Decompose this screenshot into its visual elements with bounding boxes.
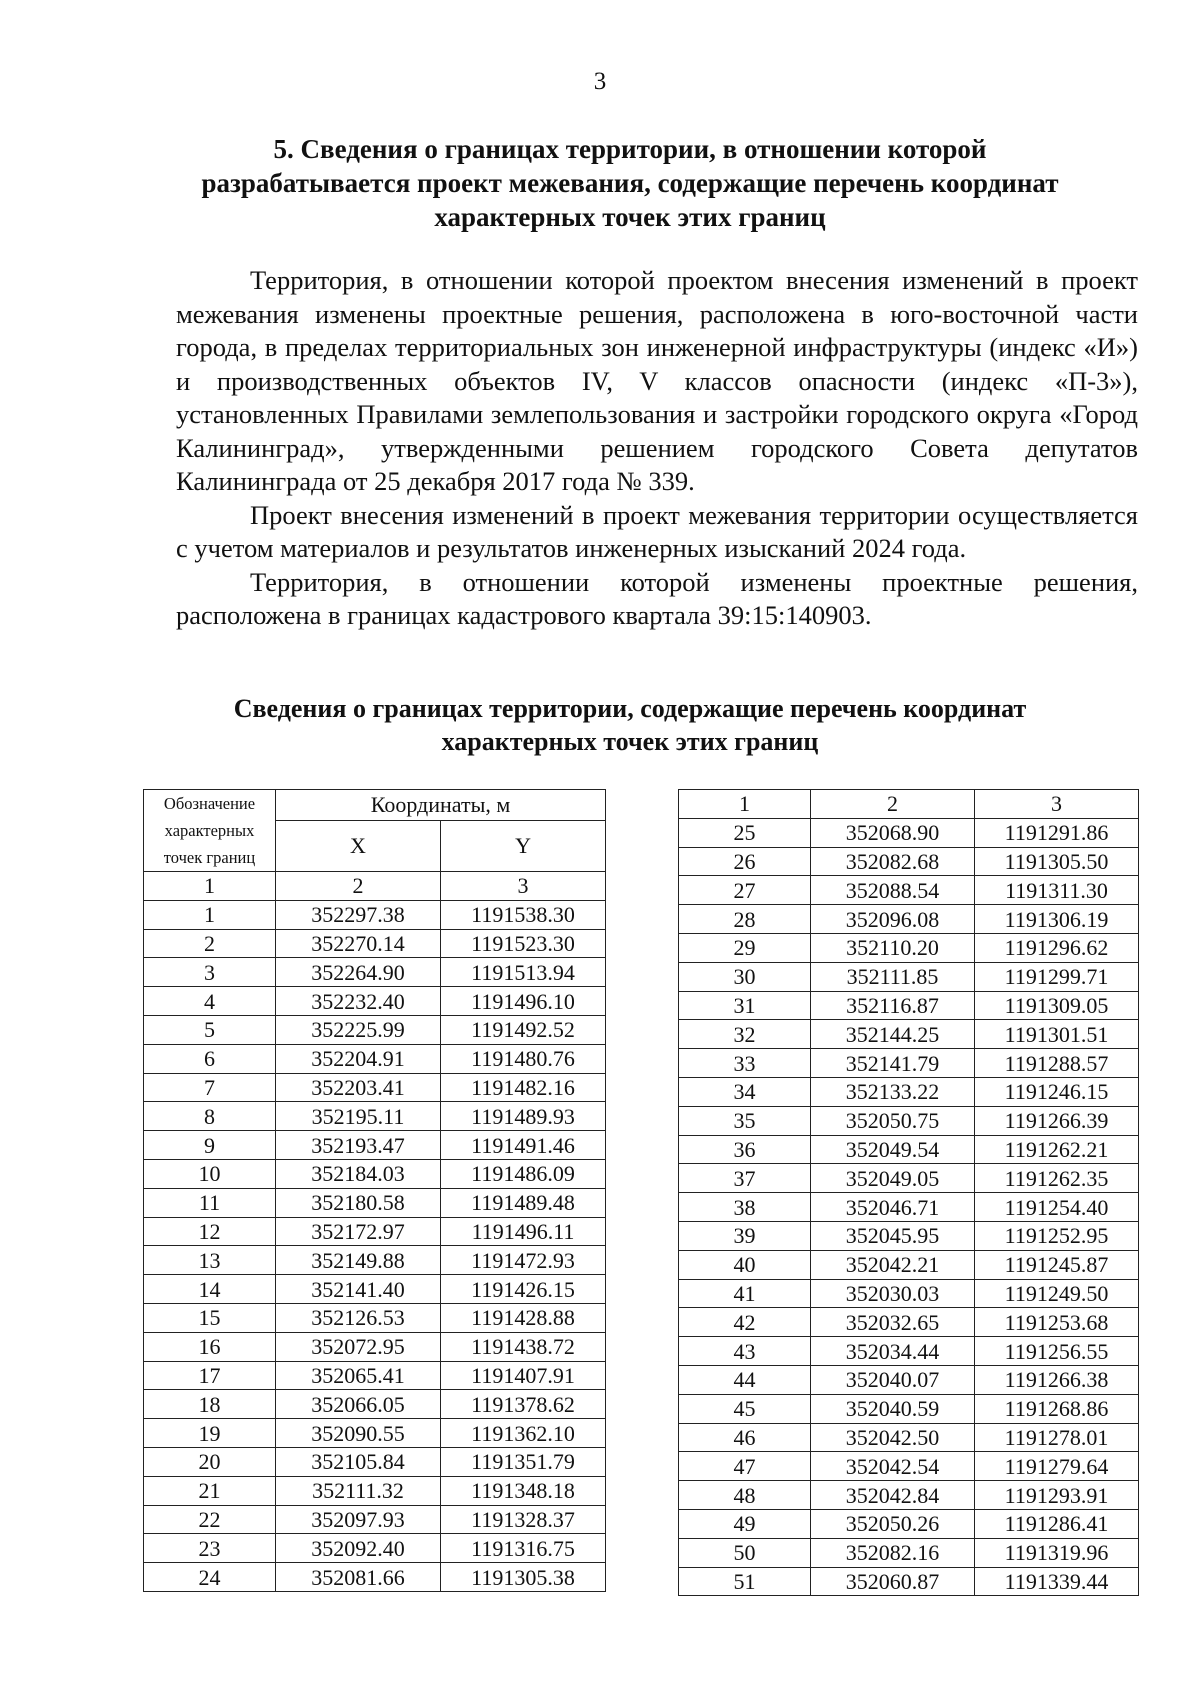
- y-coordinate-cell: 1191351.79: [441, 1447, 606, 1476]
- x-coordinate-cell: 352050.26: [811, 1509, 975, 1538]
- x-coordinate-cell: 352066.05: [276, 1390, 441, 1419]
- point-number-cell: 19: [144, 1419, 276, 1448]
- y-coordinate-cell: 1191523.30: [441, 929, 606, 958]
- table-row: [679, 962, 1139, 991]
- x-coordinate-cell: 352193.47: [276, 1131, 441, 1160]
- table-row: [144, 1015, 606, 1044]
- point-number-cell: 37: [679, 1164, 811, 1193]
- table-body-left: [144, 900, 606, 1591]
- table-row: [144, 958, 606, 987]
- y-coordinate-cell: 1191301.51: [975, 1020, 1139, 1049]
- x-coordinate-cell: 352092.40: [276, 1534, 441, 1563]
- y-coordinate-cell: 1191496.10: [441, 987, 606, 1016]
- table-row: [679, 1538, 1139, 1567]
- y-coordinate-cell: 1191306.19: [975, 905, 1139, 934]
- point-number-cell: 24: [144, 1563, 276, 1592]
- x-header: X: [276, 820, 441, 871]
- point-number-cell: 46: [679, 1423, 811, 1452]
- table-row: [144, 1188, 606, 1217]
- table-row: [144, 1246, 606, 1275]
- y-coordinate-cell: 1191496.11: [441, 1217, 606, 1246]
- y-coordinate-cell: 1191278.01: [975, 1423, 1139, 1452]
- y-coordinate-cell: 1191291.86: [975, 818, 1139, 847]
- x-coordinate-cell: 352149.88: [276, 1246, 441, 1275]
- point-number-cell: 26: [679, 847, 811, 876]
- coordinates-table-left: [143, 789, 606, 1592]
- y-coordinate-cell: 1191480.76: [441, 1044, 606, 1073]
- x-coordinate-cell: 352060.87: [811, 1567, 975, 1596]
- table-row: [144, 1390, 606, 1419]
- y-coordinate-cell: 1191339.44: [975, 1567, 1139, 1596]
- table-row: [144, 1419, 606, 1448]
- y-coordinate-cell: 1191489.48: [441, 1188, 606, 1217]
- table-row: [679, 847, 1139, 876]
- y-coordinate-cell: 1191262.21: [975, 1135, 1139, 1164]
- x-coordinate-cell: 352049.54: [811, 1135, 975, 1164]
- table-row: [144, 1505, 606, 1534]
- table-row: [144, 1131, 606, 1160]
- y-coordinate-cell: 1191296.62: [975, 933, 1139, 962]
- page-number: 3: [593, 68, 607, 95]
- x-coordinate-cell: 352082.16: [811, 1538, 975, 1567]
- x-coordinate-cell: 352111.85: [811, 962, 975, 991]
- point-number-cell: 50: [679, 1538, 811, 1567]
- y-coordinate-cell: 1191472.93: [441, 1246, 606, 1275]
- y-coordinate-cell: 1191428.88: [441, 1303, 606, 1332]
- y-coordinate-cell: 1191309.05: [975, 991, 1139, 1020]
- table-row: [144, 987, 606, 1016]
- table-row: [679, 905, 1139, 934]
- point-number-cell: 5: [144, 1015, 276, 1044]
- y-coordinate-cell: 1191286.41: [975, 1509, 1139, 1538]
- table-row: [144, 1044, 606, 1073]
- y-coordinate-cell: 1191266.38: [975, 1365, 1139, 1394]
- table-row: [679, 1077, 1139, 1106]
- section-title-line: разрабатывается проект межевания, содержащие перечень координат: [201, 168, 1059, 198]
- y-coordinate-cell: 1191246.15: [975, 1077, 1139, 1106]
- point-number-cell: 49: [679, 1509, 811, 1538]
- point-number-cell: 14: [144, 1275, 276, 1304]
- x-coordinate-cell: 352141.40: [276, 1275, 441, 1304]
- point-number-cell: 35: [679, 1106, 811, 1135]
- point-number-cell: 12: [144, 1217, 276, 1246]
- y-coordinate-cell: 1191316.75: [441, 1534, 606, 1563]
- y-coordinate-cell: 1191254.40: [975, 1193, 1139, 1222]
- point-number-cell: 2: [144, 929, 276, 958]
- table-row: [679, 1337, 1139, 1366]
- y-coordinate-cell: 1191279.64: [975, 1452, 1139, 1481]
- point-label-header: Обозначение характерных точек границ: [144, 790, 276, 872]
- x-coordinate-cell: 352126.53: [276, 1303, 441, 1332]
- column-number: 3: [975, 790, 1139, 819]
- x-coordinate-cell: 352046.71: [811, 1193, 975, 1222]
- y-header: Y: [441, 820, 606, 871]
- table-title-line: Сведения о границах территории, содержащие перечень координат: [233, 694, 1027, 723]
- paragraph: Проект внесения изменений в проект межевания территории осуществляется с учетом материалов и результатов инженерных изысканий 2024 года.: [176, 499, 1138, 563]
- point-number-cell: 42: [679, 1308, 811, 1337]
- table-row: [679, 1193, 1139, 1222]
- y-coordinate-cell: 1191245.87: [975, 1250, 1139, 1279]
- body-text: [176, 264, 1138, 633]
- point-number-cell: 25: [679, 818, 811, 847]
- y-coordinate-cell: 1191288.57: [975, 1049, 1139, 1078]
- x-coordinate-cell: 352116.87: [811, 991, 975, 1020]
- x-coordinate-cell: 352040.07: [811, 1365, 975, 1394]
- table-body-right: [679, 818, 1139, 1596]
- point-number-cell: 7: [144, 1073, 276, 1102]
- table-row: [679, 1452, 1139, 1481]
- y-coordinate-cell: 1191328.37: [441, 1505, 606, 1534]
- y-coordinate-cell: 1191249.50: [975, 1279, 1139, 1308]
- table-row: [679, 1020, 1139, 1049]
- x-coordinate-cell: 352096.08: [811, 905, 975, 934]
- y-coordinate-cell: 1191492.52: [441, 1015, 606, 1044]
- y-coordinate-cell: 1191489.93: [441, 1102, 606, 1131]
- section-title: [190, 132, 1070, 234]
- table-row: [144, 1476, 606, 1505]
- x-coordinate-cell: 352034.44: [811, 1337, 975, 1366]
- x-coordinate-cell: 352042.54: [811, 1452, 975, 1481]
- y-coordinate-cell: 1191293.91: [975, 1481, 1139, 1510]
- table-row: [679, 1394, 1139, 1423]
- point-number-cell: 32: [679, 1020, 811, 1049]
- x-coordinate-cell: 352081.66: [276, 1563, 441, 1592]
- table-row: [679, 1279, 1139, 1308]
- section-title-line: 5. Сведения о границах территории, в отношении которой: [273, 134, 987, 164]
- column-number: 2: [276, 872, 441, 901]
- point-number-cell: 8: [144, 1102, 276, 1131]
- point-number-cell: 9: [144, 1131, 276, 1160]
- y-coordinate-cell: 1191256.55: [975, 1337, 1139, 1366]
- x-coordinate-cell: 352264.90: [276, 958, 441, 987]
- y-coordinate-cell: 1191268.86: [975, 1394, 1139, 1423]
- point-number-cell: 34: [679, 1077, 811, 1106]
- column-number: 2: [811, 790, 975, 819]
- point-number-cell: 15: [144, 1303, 276, 1332]
- y-coordinate-cell: 1191305.50: [975, 847, 1139, 876]
- point-number-cell: 13: [144, 1246, 276, 1275]
- x-coordinate-cell: 352082.68: [811, 847, 975, 876]
- x-coordinate-cell: 352090.55: [276, 1419, 441, 1448]
- column-number: 3: [441, 872, 606, 901]
- table-row: [144, 1102, 606, 1131]
- point-number-cell: 23: [144, 1534, 276, 1563]
- x-coordinate-cell: 352040.59: [811, 1394, 975, 1423]
- point-number-cell: 47: [679, 1452, 811, 1481]
- table-row: [679, 1049, 1139, 1078]
- x-coordinate-cell: 352144.25: [811, 1020, 975, 1049]
- x-coordinate-cell: 352030.03: [811, 1279, 975, 1308]
- section-title-line: характерных точек этих границ: [434, 202, 826, 232]
- x-coordinate-cell: 352065.41: [276, 1361, 441, 1390]
- y-coordinate-cell: 1191311.30: [975, 876, 1139, 905]
- y-coordinate-cell: 1191378.62: [441, 1390, 606, 1419]
- point-number-cell: 28: [679, 905, 811, 934]
- point-number-cell: 33: [679, 1049, 811, 1078]
- point-number-cell: 21: [144, 1476, 276, 1505]
- x-coordinate-cell: 352141.79: [811, 1049, 975, 1078]
- point-number-cell: 11: [144, 1188, 276, 1217]
- point-number-cell: 51: [679, 1567, 811, 1596]
- x-coordinate-cell: 352042.50: [811, 1423, 975, 1452]
- y-coordinate-cell: 1191538.30: [441, 900, 606, 929]
- y-coordinate-cell: 1191491.46: [441, 1131, 606, 1160]
- x-coordinate-cell: 352049.05: [811, 1164, 975, 1193]
- y-coordinate-cell: 1191362.10: [441, 1419, 606, 1448]
- table-row: [679, 1164, 1139, 1193]
- x-coordinate-cell: 352184.03: [276, 1159, 441, 1188]
- x-coordinate-cell: 352270.14: [276, 929, 441, 958]
- x-coordinate-cell: 352088.54: [811, 876, 975, 905]
- table-row: [679, 1567, 1139, 1596]
- table-row: [144, 1073, 606, 1102]
- point-number-cell: 43: [679, 1337, 811, 1366]
- table-row: [144, 900, 606, 929]
- x-coordinate-cell: 352050.75: [811, 1106, 975, 1135]
- y-coordinate-cell: 1191486.09: [441, 1159, 606, 1188]
- x-coordinate-cell: 352297.38: [276, 900, 441, 929]
- table-row: [144, 1275, 606, 1304]
- table-title: [190, 692, 1070, 758]
- column-number: 1: [144, 872, 276, 901]
- point-number-cell: 44: [679, 1365, 811, 1394]
- paragraph: Территория, в отношении которой изменены проектные решения, расположена в границах кадастрового квартала 39:15:140903.: [176, 566, 1138, 630]
- y-coordinate-cell: 1191266.39: [975, 1106, 1139, 1135]
- table-row: [679, 1509, 1139, 1538]
- point-number-cell: 6: [144, 1044, 276, 1073]
- point-number-cell: 40: [679, 1250, 811, 1279]
- table-row: [144, 1332, 606, 1361]
- y-coordinate-cell: 1191299.71: [975, 962, 1139, 991]
- x-coordinate-cell: 352180.58: [276, 1188, 441, 1217]
- point-number-cell: 39: [679, 1221, 811, 1250]
- point-number-cell: 3: [144, 958, 276, 987]
- point-number-cell: 16: [144, 1332, 276, 1361]
- point-number-cell: 17: [144, 1361, 276, 1390]
- point-number-cell: 45: [679, 1394, 811, 1423]
- y-coordinate-cell: 1191348.18: [441, 1476, 606, 1505]
- point-number-cell: 1: [144, 900, 276, 929]
- x-coordinate-cell: 352172.97: [276, 1217, 441, 1246]
- y-coordinate-cell: 1191253.68: [975, 1308, 1139, 1337]
- column-number-row: [144, 872, 606, 901]
- point-number-cell: 31: [679, 991, 811, 1020]
- y-coordinate-cell: 1191407.91: [441, 1361, 606, 1390]
- point-number-cell: 22: [144, 1505, 276, 1534]
- paragraph: Территория, в отношении которой проектом внесения изменений в проект межевания изменены проектные решения, расположена в юго-восточной части города, в пределах территориальных зон инженерной инфраструктуры (индекс «И») и производственных объектов IV, V классов опасности (индекс «П-3»), установленных Правилами землепользования и застройки городского округа «Город Калининград», утвержденными решением городского Совета депутатов Калининграда от 25 декабря 2017 года № 339.: [176, 265, 1138, 496]
- x-coordinate-cell: 352204.91: [276, 1044, 441, 1073]
- table-row: [144, 929, 606, 958]
- point-number-cell: 48: [679, 1481, 811, 1510]
- x-coordinate-cell: 352133.22: [811, 1077, 975, 1106]
- point-number-cell: 38: [679, 1193, 811, 1222]
- y-coordinate-cell: 1191513.94: [441, 958, 606, 987]
- table-row: [679, 1308, 1139, 1337]
- table-row: [679, 1135, 1139, 1164]
- table-row: [144, 1217, 606, 1246]
- table-row: [144, 1534, 606, 1563]
- x-coordinate-cell: 352097.93: [276, 1505, 441, 1534]
- table-row: [144, 1361, 606, 1390]
- point-number-cell: 30: [679, 962, 811, 991]
- x-coordinate-cell: 352111.32: [276, 1476, 441, 1505]
- coordinates-table-right: [678, 789, 1139, 1596]
- table-header-row: [144, 790, 606, 821]
- point-number-cell: 36: [679, 1135, 811, 1164]
- point-number-cell: 20: [144, 1447, 276, 1476]
- table-row: [144, 1447, 606, 1476]
- x-coordinate-cell: 352072.95: [276, 1332, 441, 1361]
- point-number-cell: 41: [679, 1279, 811, 1308]
- table-row: [679, 1221, 1139, 1250]
- table-row: [679, 1365, 1139, 1394]
- x-coordinate-cell: 352203.41: [276, 1073, 441, 1102]
- table-row: [144, 1159, 606, 1188]
- y-coordinate-cell: 1191252.95: [975, 1221, 1139, 1250]
- x-coordinate-cell: 352105.84: [276, 1447, 441, 1476]
- coords-label-header: Координаты, м: [276, 790, 606, 821]
- column-number-row: [679, 790, 1139, 819]
- table-row: [679, 818, 1139, 847]
- x-coordinate-cell: 352042.21: [811, 1250, 975, 1279]
- table-row: [679, 1423, 1139, 1452]
- table-row: [679, 991, 1139, 1020]
- point-number-cell: 4: [144, 987, 276, 1016]
- x-coordinate-cell: 352032.65: [811, 1308, 975, 1337]
- y-coordinate-cell: 1191305.38: [441, 1563, 606, 1592]
- y-coordinate-cell: 1191262.35: [975, 1164, 1139, 1193]
- table-title-line: характерных точек этих границ: [441, 727, 819, 756]
- table-row: [679, 1106, 1139, 1135]
- point-number-cell: 18: [144, 1390, 276, 1419]
- y-coordinate-cell: 1191426.15: [441, 1275, 606, 1304]
- column-number: 1: [679, 790, 811, 819]
- x-coordinate-cell: 352045.95: [811, 1221, 975, 1250]
- x-coordinate-cell: 352042.84: [811, 1481, 975, 1510]
- y-coordinate-cell: 1191438.72: [441, 1332, 606, 1361]
- y-coordinate-cell: 1191482.16: [441, 1073, 606, 1102]
- x-coordinate-cell: 352068.90: [811, 818, 975, 847]
- x-coordinate-cell: 352195.11: [276, 1102, 441, 1131]
- table-row: [679, 876, 1139, 905]
- table-row: [679, 933, 1139, 962]
- table-row: [679, 1250, 1139, 1279]
- table-row: [679, 1481, 1139, 1510]
- table-row: [144, 1303, 606, 1332]
- x-coordinate-cell: 352110.20: [811, 933, 975, 962]
- y-coordinate-cell: 1191319.96: [975, 1538, 1139, 1567]
- table-row: [144, 1563, 606, 1592]
- point-number-cell: 10: [144, 1159, 276, 1188]
- x-coordinate-cell: 352232.40: [276, 987, 441, 1016]
- point-number-cell: 27: [679, 876, 811, 905]
- point-number-cell: 29: [679, 933, 811, 962]
- x-coordinate-cell: 352225.99: [276, 1015, 441, 1044]
